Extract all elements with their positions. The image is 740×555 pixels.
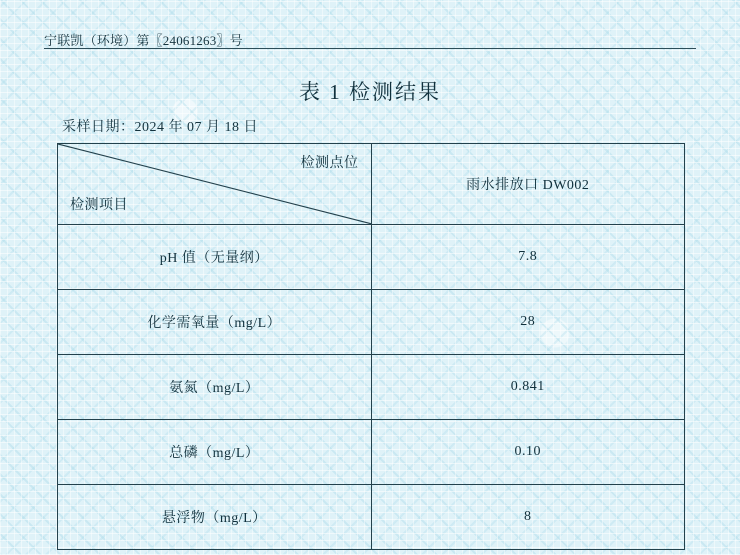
header-divider [44,48,696,49]
corner-label-item: 检测项目 [70,198,128,213]
row-item-label: 氨氮（mg/L） [58,355,372,420]
table-header-row [58,144,685,225]
column-header-outlet: 雨水排放口 DW002 [371,144,685,225]
row-value: 0.10 [371,420,685,485]
corner-label-point: 检测点位 [300,156,359,171]
row-item-label: 化学需氧量（mg/L） [58,290,372,355]
table-row [58,485,685,550]
table-row [58,225,685,290]
row-item-label: 悬浮物（mg/L） [58,485,372,550]
row-value: 28 [371,290,685,355]
results-table [57,143,685,550]
sample-date: 采样日期：2024 年 07 月 18 日 [62,120,258,135]
row-value: 0.841 [371,355,685,420]
page-title: 表 1 检测结果 [299,80,441,104]
row-item-label: 总磷（mg/L） [58,420,372,485]
row-item-label: pH 值（无量纲） [58,225,372,290]
table-row [58,355,685,420]
row-value: 8 [371,485,685,550]
report-number: 宁联凯（环境）第〖24061263〗号 [44,33,243,48]
table-row [58,290,685,355]
row-value: 7.8 [371,225,685,290]
table-row [58,420,685,485]
table-corner-cell [58,144,372,225]
